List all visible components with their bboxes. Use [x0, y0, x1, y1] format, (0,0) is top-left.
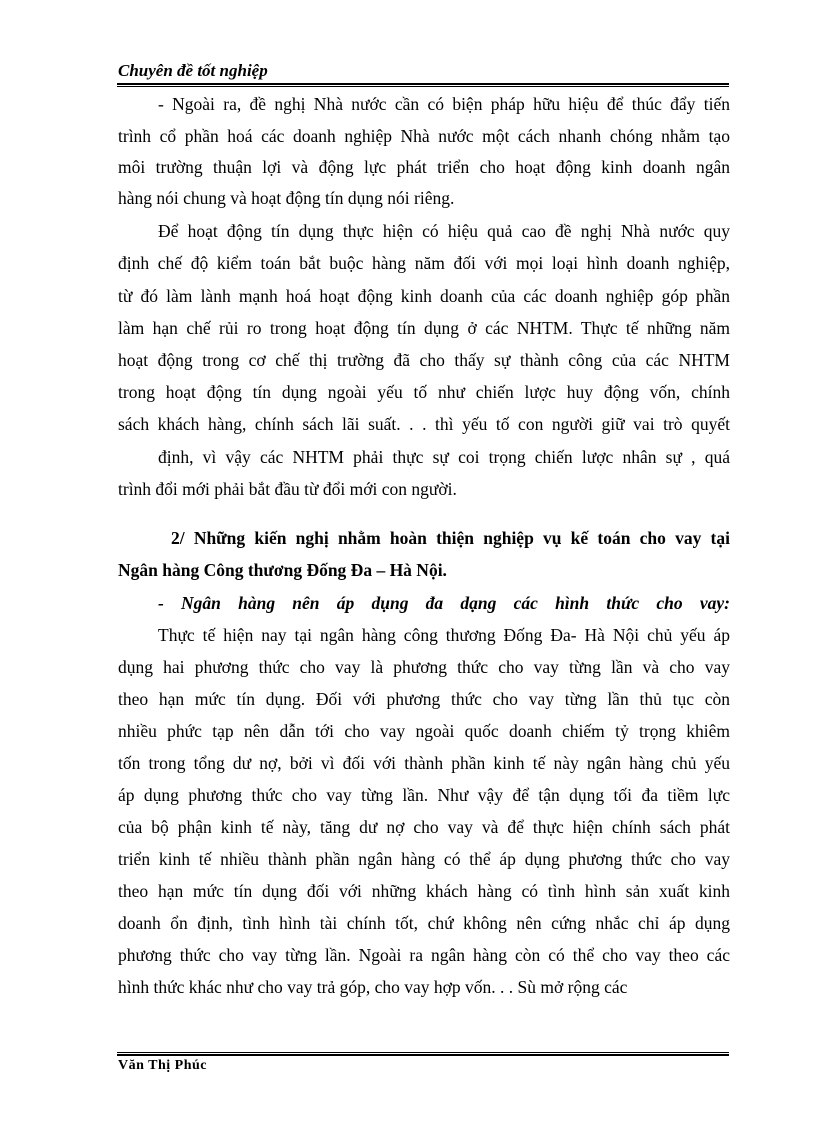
paragraph-line: trình cổ phần hoá các doanh nghiệp Nhà nước một cách nhanh chóng nhằm tạo — [118, 126, 730, 146]
paragraph-line: theo hạn mức tín dụng. Đối với phương thức cho vay từng lần thủ tục còn — [118, 689, 730, 709]
subheading: - Ngân hàng nên áp dụng đa dạng các hình thức cho vay: — [158, 593, 730, 613]
section-heading: Ngân hàng Công thương Đống Đa – Hà Nội. — [118, 560, 447, 580]
paragraph-line: hình thức khác như cho vay trả góp, cho vay hợp vốn. . . Sù mở rộng các — [118, 977, 628, 997]
paragraph-line: hoạt động trong cơ chế thị trường đã cho thấy sự thành công của các NHTM — [118, 350, 730, 370]
paragraph-line: trong hoạt động tín dụng ngoài yếu tố như chiến lược huy động vốn, chính — [118, 382, 730, 402]
paragraph-line: áp dụng phương thức cho vay từng lần. Như vậy để tận dụng tối đa tiềm lực — [118, 785, 730, 805]
paragraph-line: định, vì vậy các NHTM phải thực sự coi trọng chiến lược nhân sự , quá — [158, 447, 730, 467]
paragraph-line: tốn trong tổng dư nợ, bởi vì đối với thành phần kinh tế này ngân hàng chủ yếu — [118, 753, 730, 773]
paragraph-line: sách khách hàng, chính sách lãi suất. . . thì yếu tố con người giữ vai trò quyết — [118, 414, 730, 434]
paragraph-line: - Ngoài ra, đề nghị Nhà nước cần có biện pháp hữu hiệu để thúc đẩy tiến — [158, 94, 730, 114]
paragraph-line: nhiều phức tạp nên dẫn tới cho vay ngoài quốc doanh chiếm tỷ trọng khiêm — [118, 721, 730, 741]
paragraph-line: Để hoạt động tín dụng thực hiện có hiệu quả cao đề nghị Nhà nước quy — [158, 221, 730, 241]
paragraph-line: môi trường thuận lợi và động lực phát triển cho hoạt động kinh doanh ngân — [118, 157, 730, 177]
paragraph-line: của bộ phận kinh tế này, tăng dư nợ cho vay và để thực hiện chính sách phát — [118, 817, 730, 837]
paragraph-line: phương thức cho vay từng lần. Ngoài ra ngân hàng còn có thể cho vay theo các — [118, 945, 730, 965]
paragraph-line: doanh ổn định, tình hình tài chính tốt, chứ không nên cứng nhắc chỉ áp dụng — [118, 913, 730, 933]
paragraph-line: làm hạn chế rủi ro trong hoạt động tín dụng ở các NHTM. Thực tế những năm — [118, 318, 730, 338]
paragraph-line: triển kinh tế nhiều thành phần ngân hàng có thể áp dụng phương thức cho vay — [118, 849, 730, 869]
paragraph-line: dụng hai phương thức cho vay là phương thức cho vay từng lần và cho vay — [118, 657, 730, 677]
paragraph-line: định chế độ kiểm toán bắt buộc hàng năm đối với mọi loại hình doanh nghiệp, — [118, 253, 730, 273]
footer-divider — [117, 1052, 729, 1056]
paragraph-line: trình đổi mới phải bắt đầu từ đổi mới con người. — [118, 479, 457, 499]
header-divider — [117, 83, 729, 87]
paragraph-line: hàng nói chung và hoạt động tín dụng nói riêng. — [118, 188, 455, 208]
paragraph-line: Thực tế hiện nay tại ngân hàng công thương Đống Đa- Hà Nội chủ yếu áp — [158, 625, 730, 645]
section-heading: 2/ Những kiến nghị nhằm hoàn thiện nghiệp vụ kế toán cho vay tại — [171, 528, 730, 548]
page-header-title: Chuyên đề tốt nghiệp — [118, 61, 268, 80]
footer-author: Văn Thị Phúc — [118, 1058, 207, 1073]
paragraph-line: từ đó làm lành mạnh hoá hoạt động kinh doanh của các doanh nghiệp góp phần — [118, 286, 730, 306]
paragraph-line: theo hạn mức tín dụng đối với những khách hàng có tình hình sản xuất kinh — [118, 881, 730, 901]
